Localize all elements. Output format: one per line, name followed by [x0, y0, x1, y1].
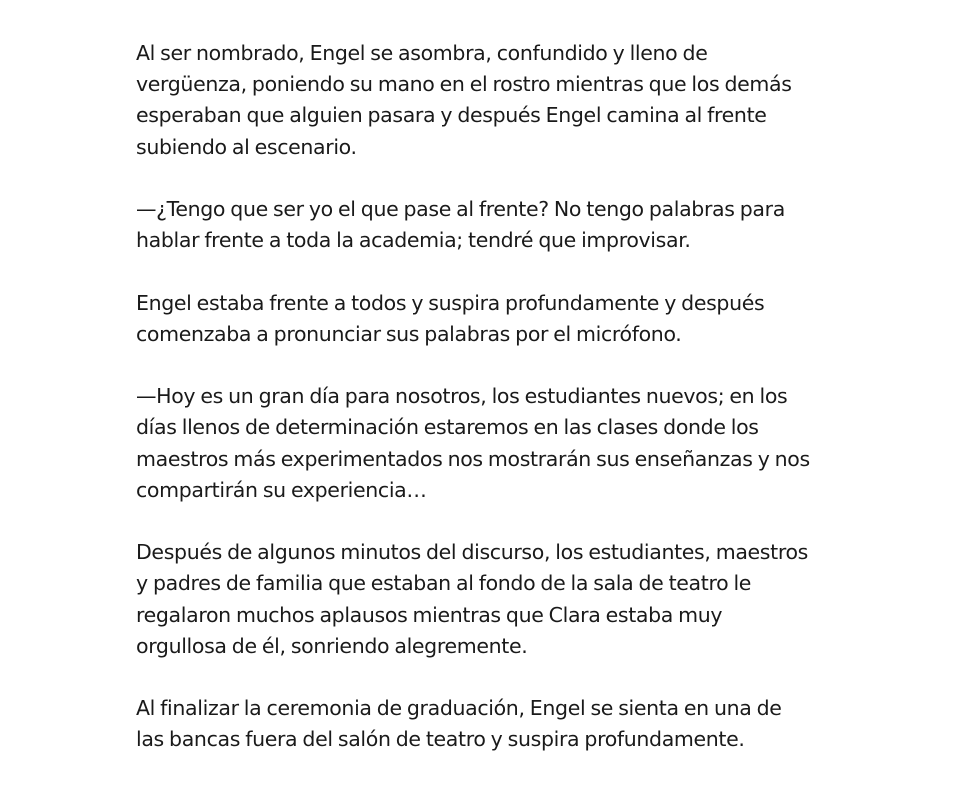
text-line: Después de algunos minutos del discurso, los estudiantes, maestros [136, 540, 808, 565]
text-line: compartirán su experiencia… [136, 477, 427, 502]
text-line: regalaron muchos aplausos mientras que Clara estaba muy [136, 602, 723, 627]
paragraph-6 [136, 693, 856, 755]
paragraph-3 [136, 288, 856, 350]
text-line: esperaban que alguien pasara y después Engel camina al frente [136, 103, 767, 128]
text-line: vergüenza, poniendo su mano en el rostro mientras que los demás [136, 72, 792, 97]
text-line: maestros más experimentados nos mostrarán sus enseñanzas y nos [136, 446, 810, 471]
document-body [136, 38, 856, 787]
text-line: y padres de familia que estaban al fondo de la sala de teatro le [136, 571, 752, 596]
text-line: orgullosa de él, sonriendo alegremente. [136, 633, 528, 658]
text-line: Engel estaba frente a todos y suspira profundamente y después [136, 290, 765, 315]
text-line: comenzaba a pronunciar sus palabras por el micrófono. [136, 321, 682, 346]
paragraph-2 [136, 194, 856, 256]
text-line: Al ser nombrado, Engel se asombra, confundido y lleno de [136, 41, 708, 65]
text-line: Al finalizar la ceremonia de graduación, Engel se sienta en una de [136, 696, 782, 721]
text-line: subiendo al escenario. [136, 134, 357, 159]
paragraph-4 [136, 381, 856, 506]
text-line: —¿Tengo que ser yo el que pase al frente? No tengo palabras para [136, 197, 785, 221]
paragraph-5 [136, 537, 856, 662]
text-line: las bancas fuera del salón de teatro y suspira profundamente. [136, 727, 745, 752]
paragraph-1 [136, 38, 856, 163]
text-line: hablar frente a toda la academia; tendré que improvisar. [136, 228, 691, 253]
text-line: días llenos de determinación estaremos en las clases donde los [136, 415, 759, 440]
text-line: —Hoy es un gran día para nosotros, los estudiantes nuevos; en los [136, 384, 788, 409]
